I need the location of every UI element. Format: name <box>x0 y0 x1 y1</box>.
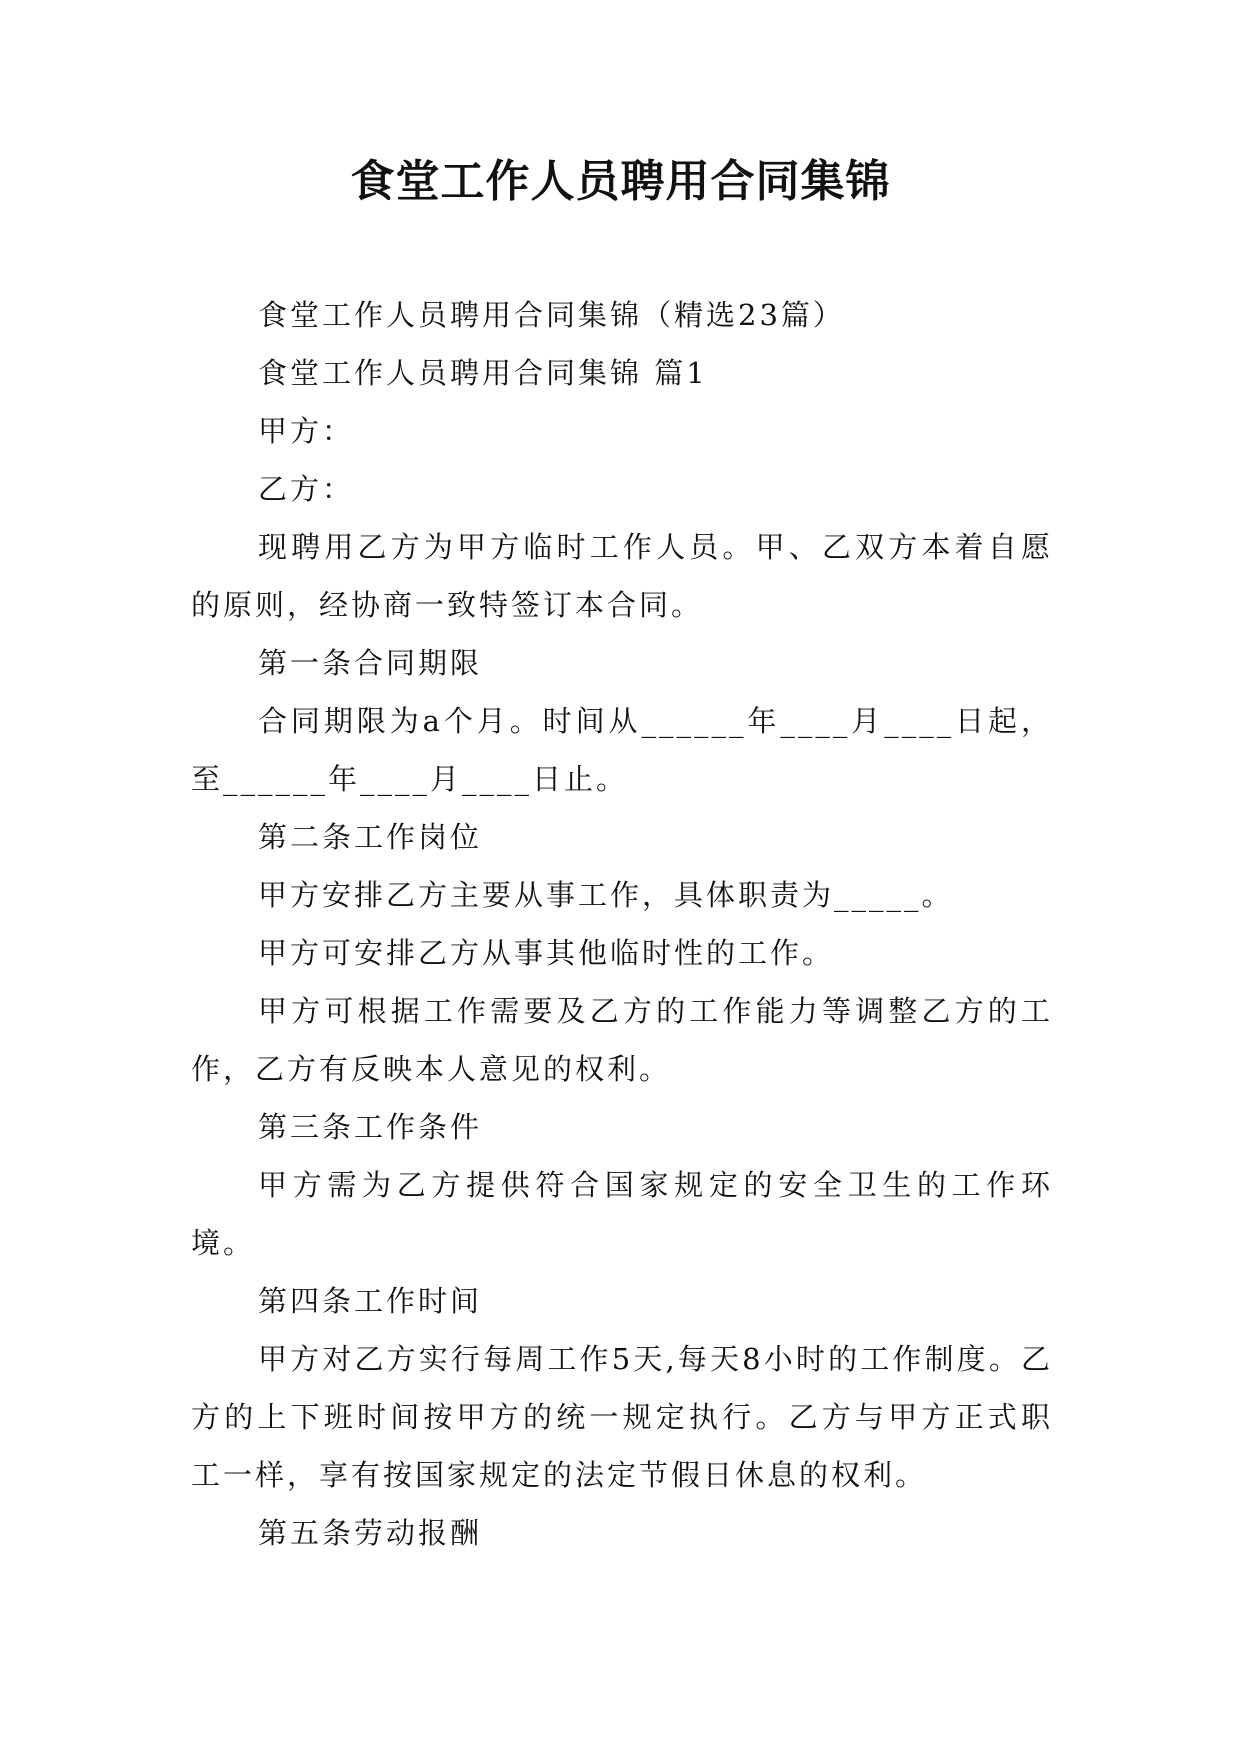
paragraph-position-temporary: 甲方可安排乙方从事其他临时性的工作。 <box>258 936 835 970</box>
document-body <box>191 286 1053 1562</box>
paragraph-part-heading: 食堂工作人员聘用合同集锦 篇1 <box>258 356 708 390</box>
paragraph-party-b: 乙方： <box>258 472 355 506</box>
paragraph-party-a: 甲方： <box>258 414 355 448</box>
clause-heading-term: 第一条合同期限 <box>258 646 483 680</box>
clause-heading-conditions: 第三条工作条件 <box>258 1110 483 1144</box>
paragraph-hours: 甲方对乙方实行每周工作5天,每天8小时的工作制度。乙方的上下班时间按甲方的统一规定执行。乙方与甲方正式职工一样，享有按国家规定的法定节假日休息的权利。 <box>191 1342 1053 1492</box>
paragraph-preamble: 现聘用乙方为甲方临时工作人员。甲、乙双方本着自愿的原则，经协商一致特签订本合同。 <box>191 530 1053 622</box>
paragraph-position-duty: 甲方安排乙方主要从事工作，具体职责为_____。 <box>258 878 954 912</box>
paragraph-position-adjust: 甲方可根据工作需要及乙方的工作能力等调整乙方的工作，乙方有反映本人意见的权利。 <box>191 994 1053 1086</box>
clause-heading-position: 第二条工作岗位 <box>258 820 483 854</box>
document-title: 食堂工作人员聘用合同集锦 <box>350 156 891 207</box>
clause-heading-pay: 第五条劳动报酬 <box>258 1516 483 1550</box>
clause-heading-hours: 第四条工作时间 <box>258 1284 483 1318</box>
paragraph-conditions: 甲方需为乙方提供符合国家规定的安全卫生的工作环境。 <box>191 1168 1053 1260</box>
paragraph-term: 合同期限为a个月。时间从______年____月____日起，至______年____月____日止。 <box>191 704 1053 796</box>
paragraph-subtitle: 食堂工作人员聘用合同集锦（精选23篇） <box>258 298 845 332</box>
